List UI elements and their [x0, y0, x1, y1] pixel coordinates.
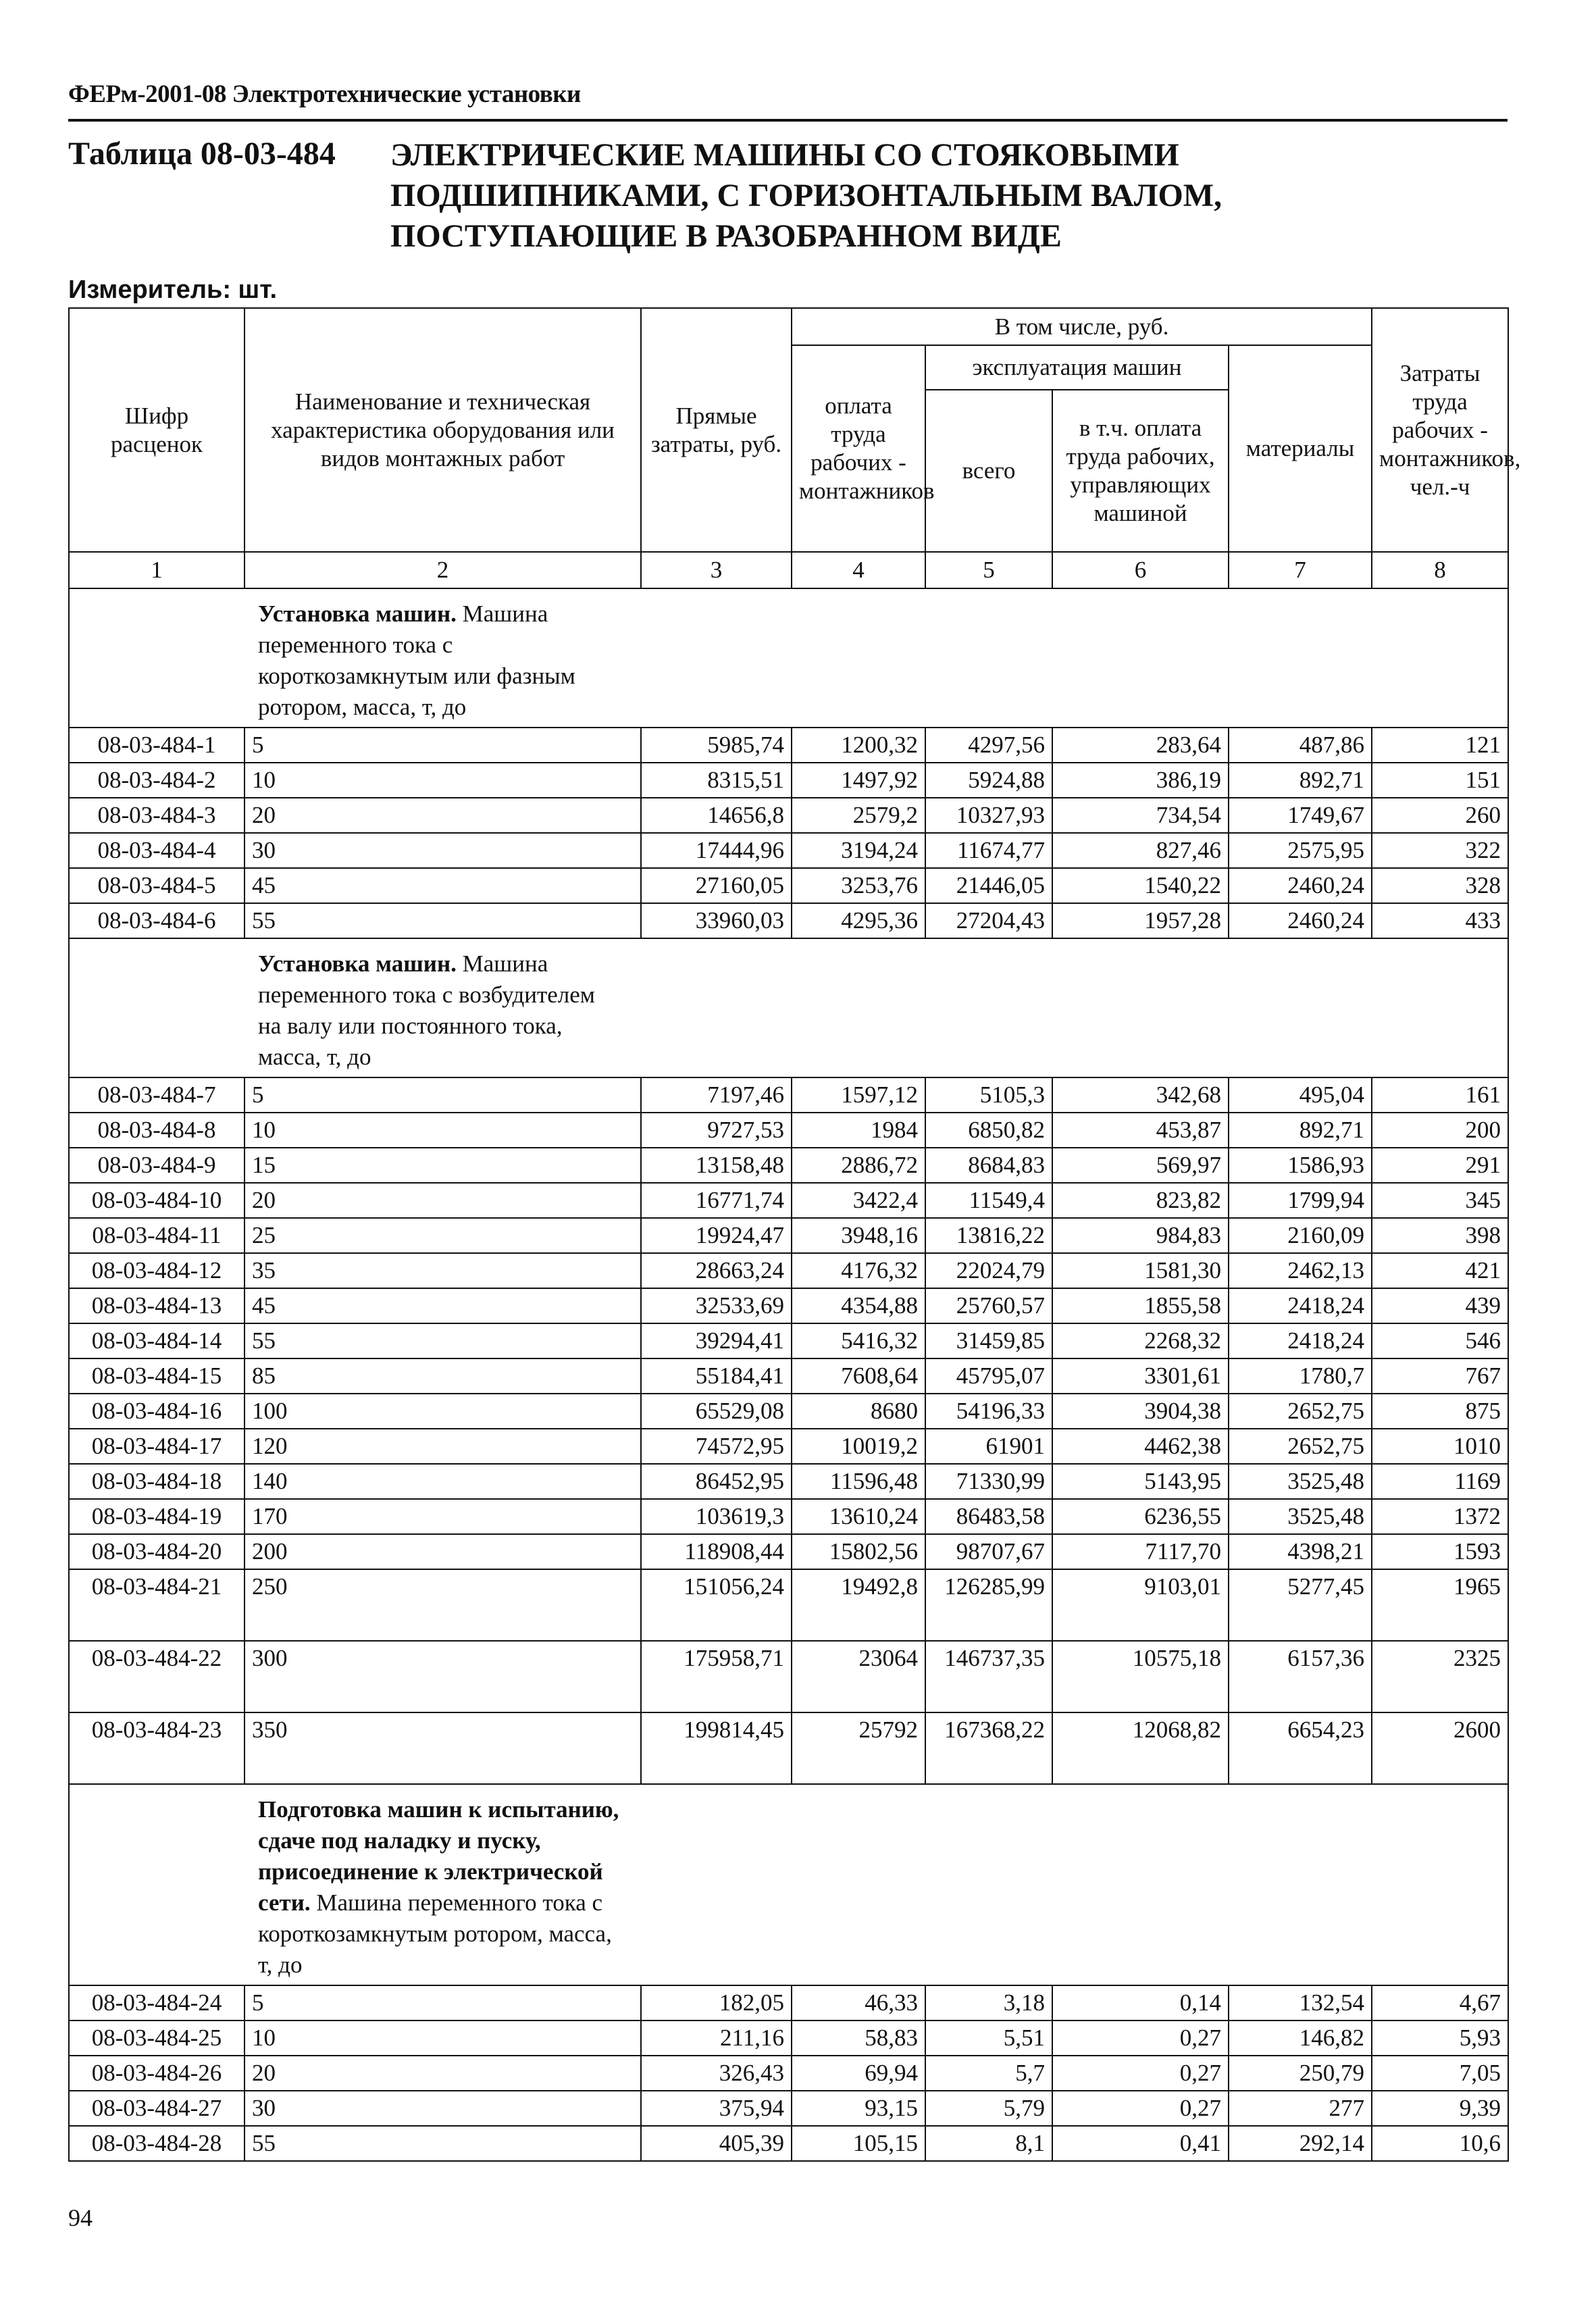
section-blank-cell	[69, 588, 244, 728]
table-row	[69, 2020, 1508, 2056]
labor-pay-cell: 69,94	[792, 2056, 925, 2091]
table-title-line: ЭЛЕКТРИЧЕСКИЕ МАШИНЫ СО СТОЯКОВЫМИ	[390, 137, 1179, 173]
rate-code-cell: 08-03-484-7	[69, 1077, 244, 1113]
machines-labor-cell: 6236,55	[1052, 1499, 1229, 1534]
machines-total-cell: 27204,43	[925, 903, 1052, 938]
direct-costs-cell: 103619,3	[641, 1499, 792, 1534]
labor-pay-cell: 11596,48	[792, 1464, 925, 1499]
table-row	[69, 1288, 1508, 1323]
labor-pay-cell: 4354,88	[792, 1288, 925, 1323]
rate-code-cell: 08-03-484-8	[69, 1113, 244, 1148]
section-title-text: Машина переменного тока с короткозамкнутым или фазным ротором, масса, т, до	[258, 601, 575, 720]
direct-costs-cell: 326,43	[641, 2056, 792, 2091]
section-header-row	[69, 1784, 1508, 1985]
rate-code-cell: 08-03-484-3	[69, 798, 244, 833]
table-row	[69, 903, 1508, 938]
machines-labor-cell: 734,54	[1052, 798, 1229, 833]
section-header-row	[69, 938, 1508, 1077]
machines-total-cell: 54196,33	[925, 1394, 1052, 1429]
direct-costs-cell: 19924,47	[641, 1218, 792, 1253]
direct-costs-cell: 7197,46	[641, 1077, 792, 1113]
labor-hours-cell: 151	[1372, 763, 1508, 798]
machines-labor-cell: 0,14	[1052, 1985, 1229, 2020]
section-title-text: Машина переменного тока с короткозамкнутым ротором, масса, т, до	[258, 1889, 612, 1978]
machines-labor-cell: 3904,38	[1052, 1394, 1229, 1429]
rate-code-cell: 08-03-484-28	[69, 2126, 244, 2161]
machines-labor-cell: 1957,28	[1052, 903, 1229, 938]
labor-pay-cell: 93,15	[792, 2091, 925, 2126]
machines-total-cell: 8684,83	[925, 1148, 1052, 1183]
machines-total-cell: 4297,56	[925, 728, 1052, 763]
rates-table	[68, 307, 1521, 2162]
column-number: 7	[1229, 552, 1372, 588]
labor-hours-cell: 433	[1372, 903, 1508, 938]
direct-costs-cell: 74572,95	[641, 1429, 792, 1464]
machines-total-cell: 21446,05	[925, 868, 1052, 903]
table-row	[69, 2091, 1508, 2126]
materials-cell: 3525,48	[1229, 1499, 1372, 1534]
machines-labor-cell: 827,46	[1052, 833, 1229, 868]
table-row	[69, 2126, 1508, 2161]
materials-cell: 1799,94	[1229, 1183, 1372, 1218]
materials-cell: 2652,75	[1229, 1394, 1372, 1429]
section-title-text: Машина переменного тока с возбудителем на валу или постоянного тока, масса, т, до	[258, 950, 595, 1070]
header-including: В том числе, руб.	[792, 308, 1372, 345]
rate-code-cell: 08-03-484-21	[69, 1569, 244, 1641]
labor-pay-cell: 3422,4	[792, 1183, 925, 1218]
materials-cell: 3525,48	[1229, 1464, 1372, 1499]
machines-total-cell: 8,1	[925, 2126, 1052, 2161]
unit-of-measure: Измеритель: шт.	[68, 276, 278, 304]
rate-code-cell: 08-03-484-11	[69, 1218, 244, 1253]
table-row	[69, 1148, 1508, 1183]
rate-code-cell: 08-03-484-4	[69, 833, 244, 868]
machines-labor-cell: 7117,70	[1052, 1534, 1229, 1569]
direct-costs-cell: 28663,24	[641, 1253, 792, 1288]
labor-pay-cell: 19492,8	[792, 1569, 925, 1641]
section-title-cell	[244, 588, 1508, 728]
labor-pay-cell: 46,33	[792, 1985, 925, 2020]
direct-costs-cell: 5985,74	[641, 728, 792, 763]
labor-pay-cell: 8680	[792, 1394, 925, 1429]
table-row	[69, 1183, 1508, 1218]
column-number: 1	[69, 552, 244, 588]
header-labor-pay: оплата труда рабочих - монтажников	[792, 345, 925, 552]
machines-total-cell: 13816,22	[925, 1218, 1052, 1253]
header-materials: материалы	[1229, 345, 1372, 552]
machines-total-cell: 45795,07	[925, 1358, 1052, 1394]
materials-cell: 146,82	[1229, 2020, 1372, 2056]
direct-costs-cell: 182,05	[641, 1985, 792, 2020]
direct-costs-cell: 86452,95	[641, 1464, 792, 1499]
machines-labor-cell: 823,82	[1052, 1183, 1229, 1218]
mass-cell: 200	[244, 1534, 641, 1569]
materials-cell: 2575,95	[1229, 833, 1372, 868]
machines-labor-cell: 9103,01	[1052, 1569, 1229, 1641]
labor-hours-cell: 260	[1372, 798, 1508, 833]
labor-hours-cell: 875	[1372, 1394, 1508, 1429]
table-row	[69, 1113, 1508, 1148]
machines-labor-cell: 342,68	[1052, 1077, 1229, 1113]
machines-total-cell: 86483,58	[925, 1499, 1052, 1534]
labor-pay-cell: 3948,16	[792, 1218, 925, 1253]
materials-cell: 1780,7	[1229, 1358, 1372, 1394]
table-row	[69, 1323, 1508, 1358]
table-title	[390, 135, 1404, 257]
table-row	[69, 2056, 1508, 2091]
machines-total-cell: 71330,99	[925, 1464, 1052, 1499]
rate-code-cell: 08-03-484-9	[69, 1148, 244, 1183]
labor-pay-cell: 5416,32	[792, 1323, 925, 1358]
direct-costs-cell: 9727,53	[641, 1113, 792, 1148]
labor-hours-cell: 5,93	[1372, 2020, 1508, 2056]
table-row	[69, 1358, 1508, 1394]
mass-cell: 55	[244, 1323, 641, 1358]
mass-cell: 5	[244, 728, 641, 763]
table-header	[69, 308, 1521, 588]
labor-hours-cell: 328	[1372, 868, 1508, 903]
column-number: 8	[1372, 552, 1508, 588]
table-row	[69, 1712, 1508, 1784]
labor-hours-cell: 7,05	[1372, 2056, 1508, 2091]
mass-cell: 10	[244, 1113, 641, 1148]
labor-hours-cell: 322	[1372, 833, 1508, 868]
machines-labor-cell: 2268,32	[1052, 1323, 1229, 1358]
header-machines-total: всего	[925, 390, 1052, 552]
labor-hours-cell: 767	[1372, 1358, 1508, 1394]
labor-hours-cell: 200	[1372, 1113, 1508, 1148]
rate-code-cell: 08-03-484-25	[69, 2020, 244, 2056]
labor-hours-cell: 2325	[1372, 1641, 1508, 1712]
machines-total-cell: 6850,82	[925, 1113, 1052, 1148]
machines-total-cell: 31459,85	[925, 1323, 1052, 1358]
labor-hours-cell: 9,39	[1372, 2091, 1508, 2126]
section-header-row	[69, 588, 1508, 728]
machines-labor-cell: 283,64	[1052, 728, 1229, 763]
machines-total-cell: 5,51	[925, 2020, 1052, 2056]
rate-code-cell: 08-03-484-23	[69, 1712, 244, 1784]
direct-costs-cell: 33960,03	[641, 903, 792, 938]
table-row	[69, 1985, 1508, 2020]
section-title-bold: Установка машин.	[258, 601, 457, 627]
rate-code-cell: 08-03-484-22	[69, 1641, 244, 1712]
materials-cell: 6157,36	[1229, 1641, 1372, 1712]
machines-labor-cell: 10575,18	[1052, 1641, 1229, 1712]
table-title-line: ПОДШИПНИКАМИ, С ГОРИЗОНТАЛЬНЫМ ВАЛОМ,	[390, 178, 1222, 213]
machines-labor-cell: 0,27	[1052, 2056, 1229, 2091]
direct-costs-cell: 17444,96	[641, 833, 792, 868]
header-labor-hours: Затраты труда рабочих - монтажников, чел.-ч	[1372, 308, 1508, 552]
materials-cell: 487,86	[1229, 728, 1372, 763]
table-row	[69, 1464, 1508, 1499]
labor-pay-cell: 2886,72	[792, 1148, 925, 1183]
materials-cell: 4398,21	[1229, 1534, 1372, 1569]
labor-hours-cell: 291	[1372, 1148, 1508, 1183]
machines-total-cell: 3,18	[925, 1985, 1052, 2020]
column-number: 4	[792, 552, 925, 588]
rate-code-cell: 08-03-484-16	[69, 1394, 244, 1429]
header-rule	[68, 119, 1508, 122]
machines-total-cell: 10327,93	[925, 798, 1052, 833]
labor-hours-cell: 1169	[1372, 1464, 1508, 1499]
materials-cell: 1749,67	[1229, 798, 1372, 833]
labor-pay-cell: 3253,76	[792, 868, 925, 903]
labor-hours-cell: 421	[1372, 1253, 1508, 1288]
materials-cell: 292,14	[1229, 2126, 1372, 2161]
labor-hours-cell: 4,67	[1372, 1985, 1508, 2020]
table-row	[69, 868, 1508, 903]
header-machines-labor: в т.ч. оплата труда рабочих, управляющих машиной	[1052, 390, 1229, 552]
mass-cell: 140	[244, 1464, 641, 1499]
materials-cell: 6654,23	[1229, 1712, 1372, 1784]
mass-cell: 100	[244, 1394, 641, 1429]
machines-total-cell: 167368,22	[925, 1712, 1052, 1784]
materials-cell: 2418,24	[1229, 1288, 1372, 1323]
machines-total-cell: 25760,57	[925, 1288, 1052, 1323]
labor-hours-cell: 121	[1372, 728, 1508, 763]
materials-cell: 132,54	[1229, 1985, 1372, 2020]
direct-costs-cell: 16771,74	[641, 1183, 792, 1218]
labor-pay-cell: 4176,32	[792, 1253, 925, 1288]
labor-pay-cell: 23064	[792, 1641, 925, 1712]
table-row	[69, 798, 1508, 833]
rate-code-cell: 08-03-484-2	[69, 763, 244, 798]
header-machines: эксплуатация машин	[925, 345, 1229, 390]
machines-total-cell: 5105,3	[925, 1077, 1052, 1113]
labor-hours-cell: 1372	[1372, 1499, 1508, 1534]
rate-code-cell: 08-03-484-5	[69, 868, 244, 903]
header-direct-costs: Прямые затраты, руб.	[641, 308, 792, 552]
mass-cell: 20	[244, 798, 641, 833]
labor-pay-cell: 10019,2	[792, 1429, 925, 1464]
materials-cell: 2652,75	[1229, 1429, 1372, 1464]
machines-labor-cell: 386,19	[1052, 763, 1229, 798]
machines-labor-cell: 0,27	[1052, 2091, 1229, 2126]
labor-hours-cell: 2600	[1372, 1712, 1508, 1784]
materials-cell: 1586,93	[1229, 1148, 1372, 1183]
machines-labor-cell: 0,27	[1052, 2020, 1229, 2056]
rate-code-cell: 08-03-484-20	[69, 1534, 244, 1569]
labor-pay-cell: 13610,24	[792, 1499, 925, 1534]
machines-total-cell: 98707,67	[925, 1534, 1052, 1569]
section-title-bold: Подготовка машин к испытанию, сдаче под наладку и пуску, присоединение к электрической сети.	[258, 1796, 619, 1916]
labor-hours-cell: 10,6	[1372, 2126, 1508, 2161]
materials-cell: 495,04	[1229, 1077, 1372, 1113]
mass-cell: 55	[244, 2126, 641, 2161]
labor-pay-cell: 15802,56	[792, 1534, 925, 1569]
labor-pay-cell: 105,15	[792, 2126, 925, 2161]
machines-labor-cell: 4462,38	[1052, 1429, 1229, 1464]
section-blank-cell	[69, 1784, 244, 1985]
rate-code-cell: 08-03-484-15	[69, 1358, 244, 1394]
machines-labor-cell: 569,97	[1052, 1148, 1229, 1183]
labor-pay-cell: 7608,64	[792, 1358, 925, 1394]
direct-costs-cell: 405,39	[641, 2126, 792, 2161]
table-row	[69, 1499, 1508, 1534]
materials-cell: 2418,24	[1229, 1323, 1372, 1358]
running-head: ФЕРм-2001-08 Электротехнические установки	[68, 80, 581, 108]
labor-hours-cell: 161	[1372, 1077, 1508, 1113]
direct-costs-cell: 118908,44	[641, 1534, 792, 1569]
labor-hours-cell: 1965	[1372, 1569, 1508, 1641]
direct-costs-cell: 151056,24	[641, 1569, 792, 1641]
direct-costs-cell: 175958,71	[641, 1641, 792, 1712]
labor-hours-cell: 398	[1372, 1218, 1508, 1253]
rate-code-cell: 08-03-484-14	[69, 1323, 244, 1358]
materials-cell: 277	[1229, 2091, 1372, 2126]
labor-pay-cell: 58,83	[792, 2020, 925, 2056]
materials-cell: 2462,13	[1229, 1253, 1372, 1288]
machines-total-cell: 146737,35	[925, 1641, 1052, 1712]
table-row	[69, 1641, 1508, 1712]
machines-labor-cell: 1855,58	[1052, 1288, 1229, 1323]
direct-costs-cell: 39294,41	[641, 1323, 792, 1358]
rate-code-cell: 08-03-484-27	[69, 2091, 244, 2126]
rate-code-cell: 08-03-484-6	[69, 903, 244, 938]
labor-hours-cell: 1593	[1372, 1534, 1508, 1569]
page-number: 94	[68, 2204, 93, 2231]
labor-pay-cell: 1984	[792, 1113, 925, 1148]
mass-cell: 85	[244, 1358, 641, 1394]
machines-labor-cell: 453,87	[1052, 1113, 1229, 1148]
machines-total-cell: 5924,88	[925, 763, 1052, 798]
labor-hours-cell: 439	[1372, 1288, 1508, 1323]
column-number: 6	[1052, 552, 1229, 588]
labor-pay-cell: 1200,32	[792, 728, 925, 763]
column-number: 2	[244, 552, 641, 588]
table-row	[69, 1253, 1508, 1288]
machines-total-cell: 11674,77	[925, 833, 1052, 868]
table-title-line: ПОСТУПАЮЩИЕ В РАЗОБРАННОМ ВИДЕ	[390, 218, 1062, 254]
mass-cell: 25	[244, 1218, 641, 1253]
mass-cell: 300	[244, 1641, 641, 1712]
machines-labor-cell: 3301,61	[1052, 1358, 1229, 1394]
table-row	[69, 1429, 1508, 1464]
section-title-cell	[244, 938, 1508, 1077]
machines-labor-cell: 1540,22	[1052, 868, 1229, 903]
mass-cell: 30	[244, 833, 641, 868]
mass-cell: 10	[244, 2020, 641, 2056]
table-row	[69, 833, 1508, 868]
labor-hours-cell: 1010	[1372, 1429, 1508, 1464]
section-blank-cell	[69, 938, 244, 1077]
rate-code-cell: 08-03-484-13	[69, 1288, 244, 1323]
materials-cell: 250,79	[1229, 2056, 1372, 2091]
column-number: 5	[925, 552, 1052, 588]
machines-labor-cell: 1581,30	[1052, 1253, 1229, 1288]
mass-cell: 15	[244, 1148, 641, 1183]
labor-pay-cell: 2579,2	[792, 798, 925, 833]
materials-cell: 892,71	[1229, 1113, 1372, 1148]
mass-cell: 20	[244, 1183, 641, 1218]
column-number: 3	[641, 552, 792, 588]
table-row	[69, 1218, 1508, 1253]
direct-costs-cell: 211,16	[641, 2020, 792, 2056]
machines-labor-cell: 12068,82	[1052, 1712, 1229, 1784]
rate-code-cell: 08-03-484-17	[69, 1429, 244, 1464]
machines-labor-cell: 0,41	[1052, 2126, 1229, 2161]
labor-pay-cell: 25792	[792, 1712, 925, 1784]
table-row	[69, 1077, 1508, 1113]
rate-code-cell: 08-03-484-24	[69, 1985, 244, 2020]
machines-total-cell: 126285,99	[925, 1569, 1052, 1641]
rate-code-cell: 08-03-484-12	[69, 1253, 244, 1288]
section-title-bold: Установка машин.	[258, 950, 457, 977]
mass-cell: 55	[244, 903, 641, 938]
rate-code-cell: 08-03-484-26	[69, 2056, 244, 2091]
table-body	[69, 588, 1508, 2161]
mass-cell: 350	[244, 1712, 641, 1784]
mass-cell: 5	[244, 1077, 641, 1113]
labor-pay-cell: 1597,12	[792, 1077, 925, 1113]
machines-total-cell: 11549,4	[925, 1183, 1052, 1218]
header-code: Шифр расценок	[69, 308, 244, 552]
table-row	[69, 763, 1508, 798]
header-name: Наименование и техническая характеристика оборудования или видов монтажных работ	[244, 308, 641, 552]
table-label: Таблица 08-03-484	[68, 136, 336, 172]
machines-total-cell: 22024,79	[925, 1253, 1052, 1288]
mass-cell: 250	[244, 1569, 641, 1641]
direct-costs-cell: 65529,08	[641, 1394, 792, 1429]
direct-costs-cell: 55184,41	[641, 1358, 792, 1394]
labor-hours-cell: 546	[1372, 1323, 1508, 1358]
mass-cell: 45	[244, 1288, 641, 1323]
direct-costs-cell: 8315,51	[641, 763, 792, 798]
mass-cell: 30	[244, 2091, 641, 2126]
machines-labor-cell: 984,83	[1052, 1218, 1229, 1253]
machines-labor-cell: 5143,95	[1052, 1464, 1229, 1499]
mass-cell: 5	[244, 1985, 641, 2020]
materials-cell: 2460,24	[1229, 903, 1372, 938]
mass-cell: 20	[244, 2056, 641, 2091]
rate-code-cell: 08-03-484-18	[69, 1464, 244, 1499]
materials-cell: 5277,45	[1229, 1569, 1372, 1641]
table-row	[69, 1394, 1508, 1429]
section-title-cell	[244, 1784, 1508, 1985]
mass-cell: 35	[244, 1253, 641, 1288]
materials-cell: 2160,09	[1229, 1218, 1372, 1253]
rate-code-cell: 08-03-484-19	[69, 1499, 244, 1534]
machines-total-cell: 5,79	[925, 2091, 1052, 2126]
direct-costs-cell: 199814,45	[641, 1712, 792, 1784]
machines-total-cell: 61901	[925, 1429, 1052, 1464]
rate-code-cell: 08-03-484-10	[69, 1183, 244, 1218]
direct-costs-cell: 13158,48	[641, 1148, 792, 1183]
direct-costs-cell: 27160,05	[641, 868, 792, 903]
direct-costs-cell: 32533,69	[641, 1288, 792, 1323]
labor-pay-cell: 3194,24	[792, 833, 925, 868]
direct-costs-cell: 14656,8	[641, 798, 792, 833]
machines-total-cell: 5,7	[925, 2056, 1052, 2091]
mass-cell: 120	[244, 1429, 641, 1464]
table-row	[69, 728, 1508, 763]
direct-costs-cell: 375,94	[641, 2091, 792, 2126]
materials-cell: 892,71	[1229, 763, 1372, 798]
table-row	[69, 1534, 1508, 1569]
labor-hours-cell: 345	[1372, 1183, 1508, 1218]
mass-cell: 10	[244, 763, 641, 798]
labor-pay-cell: 1497,92	[792, 763, 925, 798]
table-row	[69, 1569, 1508, 1641]
materials-cell: 2460,24	[1229, 868, 1372, 903]
mass-cell: 45	[244, 868, 641, 903]
mass-cell: 170	[244, 1499, 641, 1534]
labor-pay-cell: 4295,36	[792, 903, 925, 938]
rate-code-cell: 08-03-484-1	[69, 728, 244, 763]
